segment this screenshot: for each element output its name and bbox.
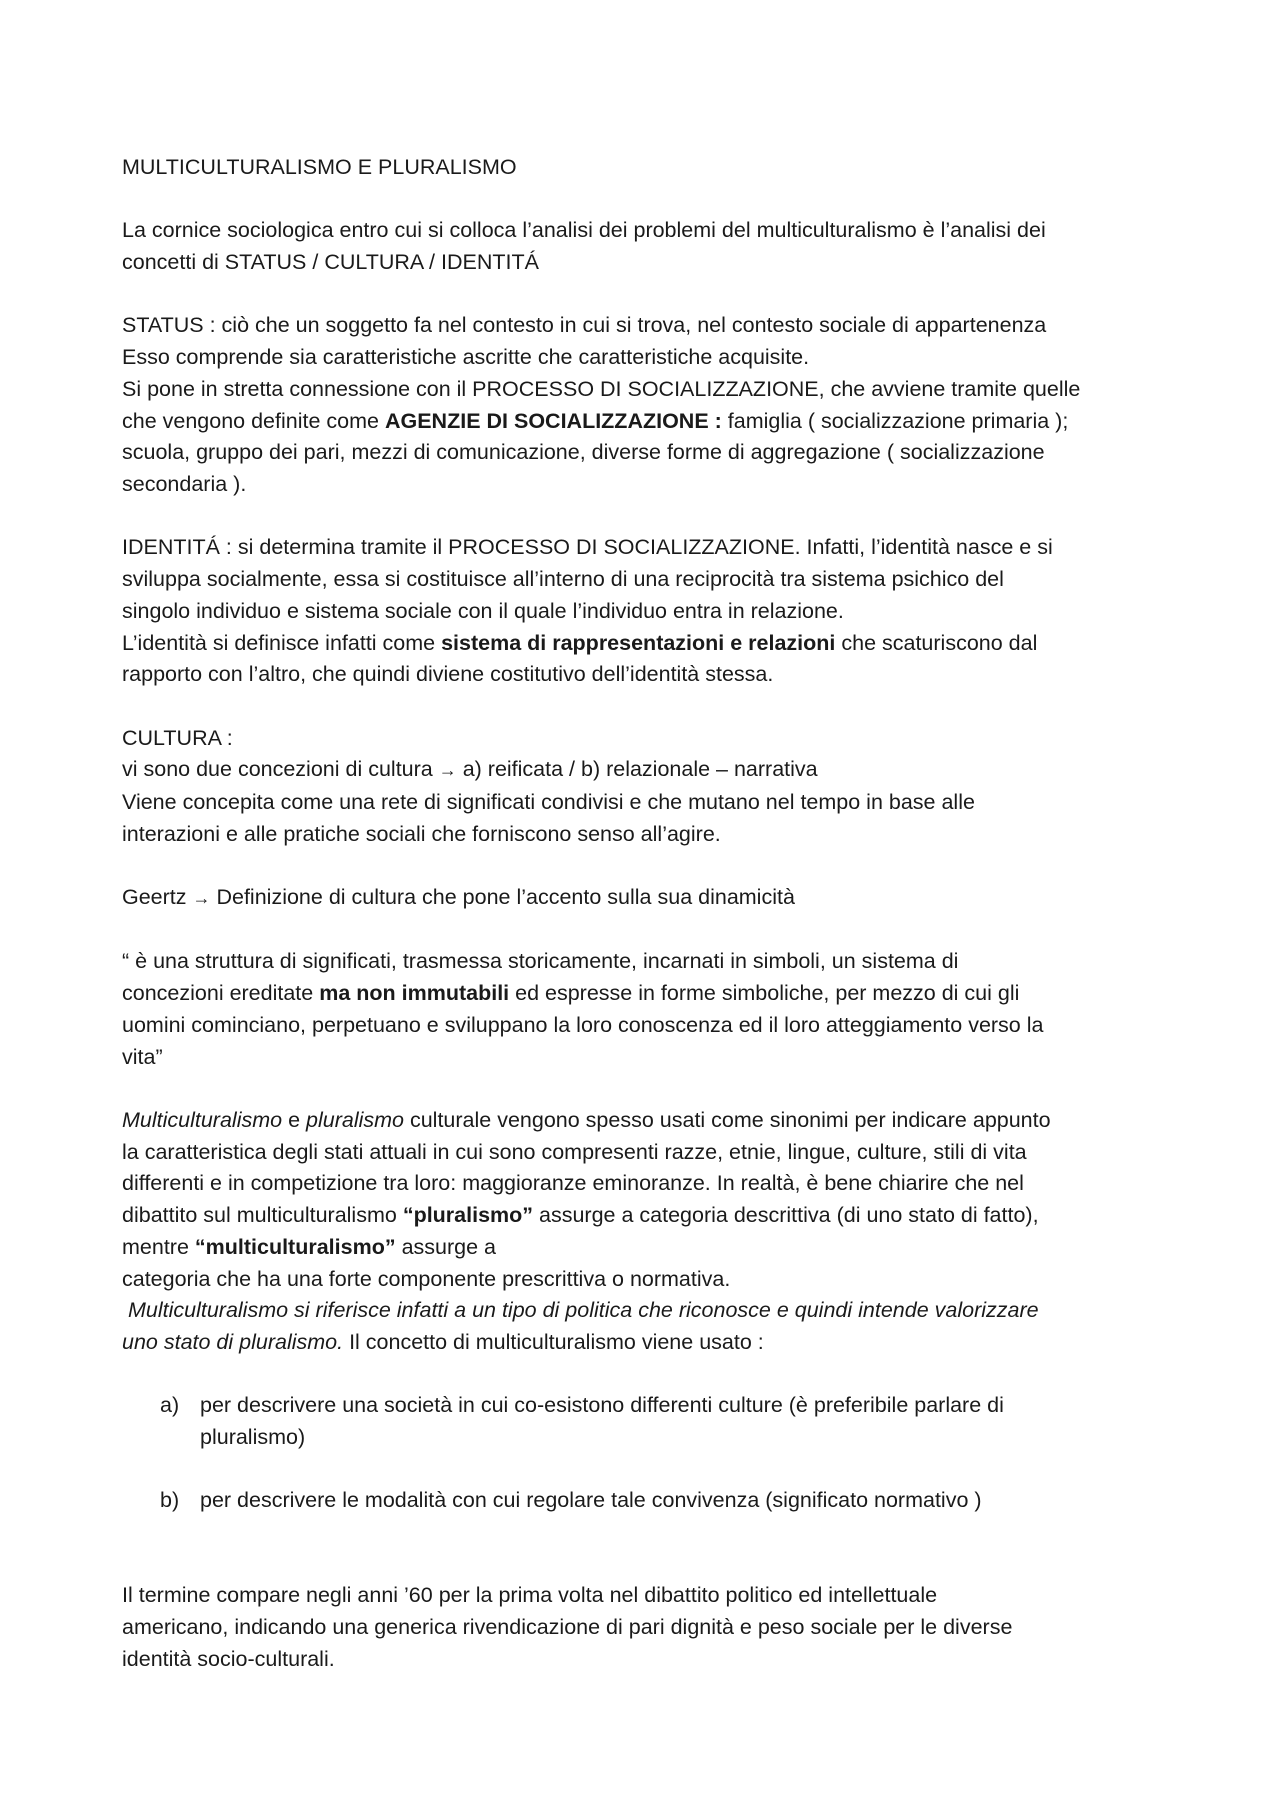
identita-paragraph: IDENTITÁ : si determina tramite il PROCESSO DI SOCIALIZZAZIONE. Infatti, l’identità nasce e si sviluppa socialmente, essa si costituisce all’interno di una reciprocità tra sistema psichico del singolo individuo e sistema sociale con il quale l’individuo entra in relazione. L’identità si definisce infatti come sistema di rappresentazioni e relazioni che scaturiscono dal rapporto con l’altro, che quindi diviene costitutivo dell’identità stessa.: [122, 535, 1053, 687]
document-title: MULTICULTURALISMO E PLURALISMO: [122, 155, 517, 179]
arrow-right-icon: →: [192, 888, 211, 909]
final-paragraph: Il termine compare negli anni ’60 per la prima volta nel dibattito politico ed intellettuale americano, indicando una generica rivendicazione di pari dignità e peso sociale per le diverse identità socio-culturali.: [122, 1583, 1013, 1671]
immutabili-bold: ma non immutabili: [319, 981, 510, 1006]
multiculturalismo-bold: “multiculturalismo”: [194, 1234, 396, 1259]
intro-paragraph: La cornice sociologica entro cui si colloca l’analisi dei problemi del multiculturalismo è l’analisi dei concetti di STATUS / CULTURA / IDENTITÁ: [122, 218, 1046, 275]
list-item: b) per descrivere le modalità con cui regolare tale convivenza (significato normativo ): [122, 1485, 1167, 1517]
status-paragraph: STATUS : ciò che un soggetto fa nel contesto in cui si trova, nel contesto sociale di appartenenza Esso comprende sia caratteristiche ascritte che caratteristiche acquisite. Si pone in stretta connessione con il PROCESSO DI SOCIALIZZAZIONE, che avviene tramite quelle che vengono definite come AGENZIE DI SOCIALIZZAZIONE : famiglia ( socializzazione primaria ); scuola, gruppo dei pari, mezzi di comunicazione, diverse forme di aggregazione ( socializzazione secondaria ).: [122, 313, 1081, 496]
document-page: [122, 152, 1167, 1707]
quote-paragraph: “ è una struttura di significati, trasmessa storicamente, incarnati in simboli, un sistema di concezioni ereditate ma non immutabili ed espresse in forme simboliche, per mezzo di cui gli uomini cominciano, perpetuano e sviluppano la loro conoscenza ed il loro atteggiamento verso la vita”: [122, 949, 1044, 1069]
cultura-paragraph: CULTURA : vi sono due concezioni di cultura → a) reificata / b) relazionale – narrativa Viene concepita come una rete di significati condivisi e che mutano nel tempo in base alle interazioni e alle pratiche sociali che forniscono senso all’agire.: [122, 725, 975, 846]
usage-list: [122, 1390, 1167, 1517]
geertz-paragraph: Geertz → Definizione di cultura che pone l’accento sulla sua dinamicità: [122, 885, 795, 910]
agenzie-bold: AGENZIE DI SOCIALIZZAZIONE :: [384, 408, 722, 433]
spacer: [122, 1549, 1167, 1581]
sistema-bold: sistema di rappresentazioni e relazioni: [441, 630, 836, 655]
list-item: a) per descrivere una società in cui co-esistono differenti culture (è preferibile parlare di pluralismo): [122, 1390, 1167, 1453]
multiculturalismo-paragraph: Multiculturalismo e pluralismo culturale vengono spesso usati come sinonimi per indicare appunto la caratteristica degli stati attuali in cui sono compresenti razze, etnie, lingue, culture, stili di vita differenti e in competizione tra loro: maggioranze eminoranze. In realtà, è bene chiarire che nel dibattito sul multiculturalismo “pluralismo” assurge a categoria descrittiva (di uno stato di fatto), mentre “multiculturalismo” assurge a categoria che ha una forte componente prescrittiva o normativa. Multiculturalismo si riferisce infatti a un tipo di politica che riconosce e quindi intende valorizzare uno stato di pluralismo. Il concetto di multiculturalismo viene usato :: [122, 1107, 1051, 1354]
pluralismo-bold: “pluralismo”: [402, 1203, 534, 1228]
arrow-right-icon: →: [438, 760, 457, 781]
list-marker: b): [160, 1488, 180, 1513]
list-marker: a): [160, 1393, 180, 1418]
